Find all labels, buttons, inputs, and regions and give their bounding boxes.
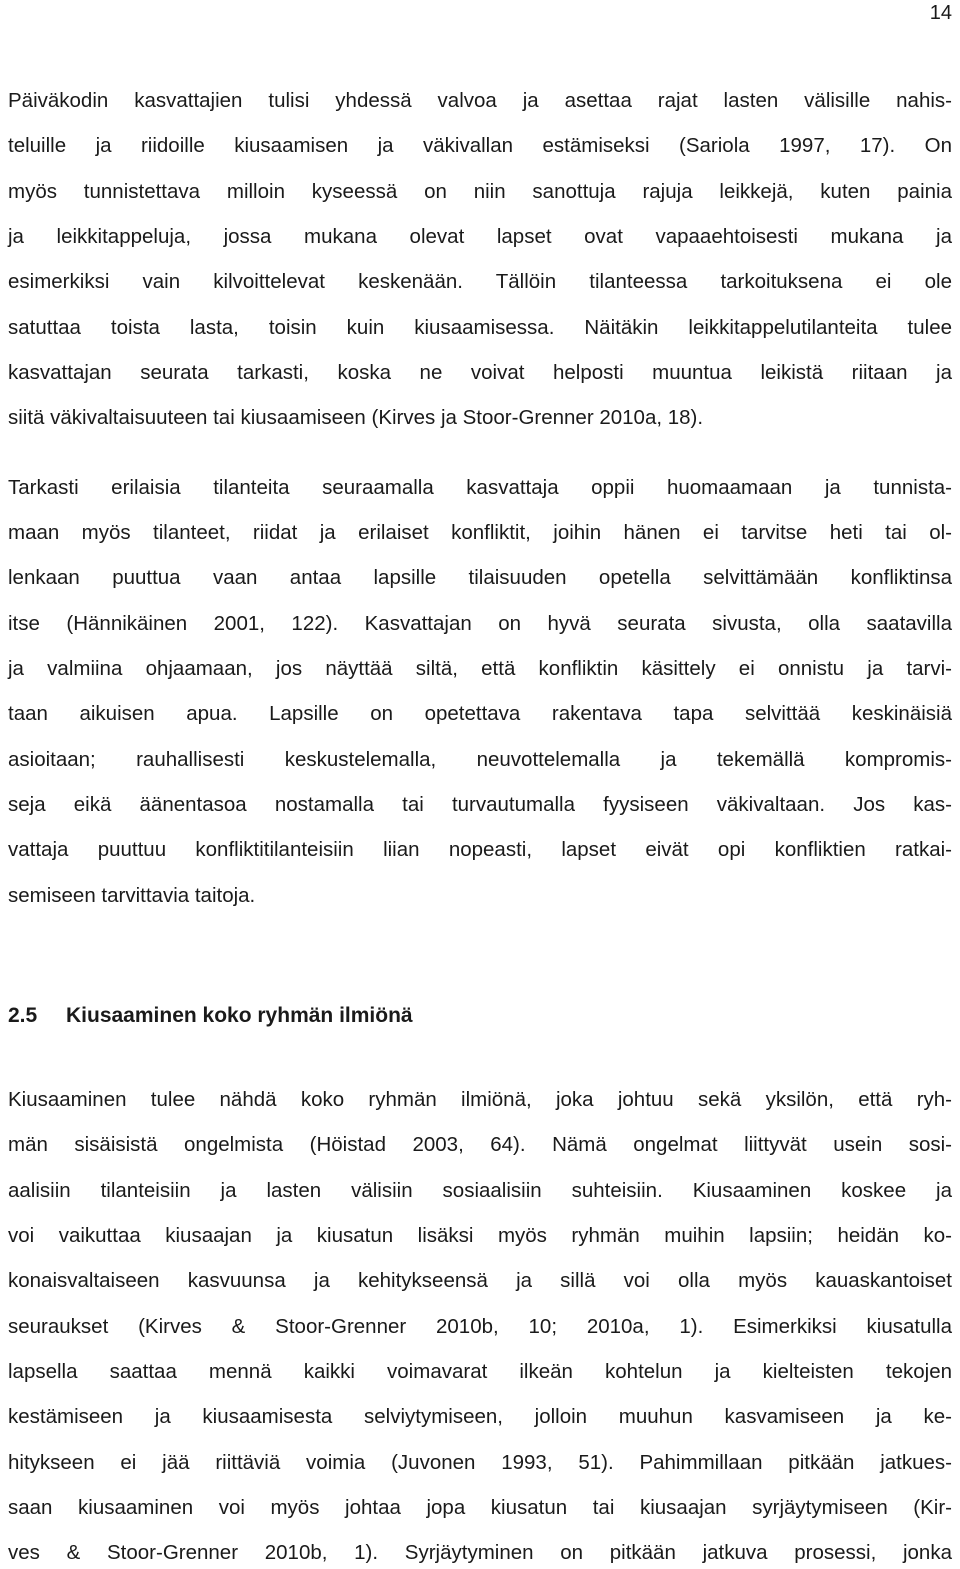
paragraph-line: kasvattajan seurata tarkasti, koska ne voivat helposti muuntua leikistä riitaan ja: [8, 361, 952, 384]
paragraph-line: Päiväkodin kasvattajien tulisi yhdessä valvoa ja asettaa rajat lasten välisille nahis-: [8, 89, 952, 112]
section-heading: [8, 1004, 413, 1028]
paragraph-line: Tarkasti erilaisia tilanteita seuraamalla kasvattaja oppii huomaamaan ja tunnista-: [8, 476, 952, 499]
paragraph-line: myös tunnistettava milloin kyseessä on niin sanottuja rajuja leikkejä, kuten painia: [8, 180, 952, 203]
page-number: 14: [929, 2, 952, 24]
section-title: Kiusaaminen koko ryhmän ilmiönä: [66, 1004, 413, 1027]
paragraph-line: hitykseen ei jää riittäviä voimia (Juvonen 1993, 51). Pahimmillaan pitkään jatkues-: [8, 1451, 952, 1474]
paragraph-line: taan aikuisen apua. Lapsille on opetettava rakentava tapa selvittää keskinäisiä: [8, 702, 952, 725]
paragraph-line: lapsella saattaa mennä kaikki voimavarat ilkeän kohtelun ja kielteisten tekojen: [8, 1360, 952, 1383]
paragraph-line: semiseen tarvittavia taitoja.: [8, 884, 256, 907]
paragraph-line: ves & Stoor-Grenner 2010b, 1). Syrjäytyminen on pitkään jatkuva prosessi, jonka: [8, 1541, 952, 1564]
paragraph-line: voi vaikuttaa kiusaajan ja kiusatun lisäksi myös ryhmän muihin lapsiin; heidän ko-: [8, 1224, 952, 1247]
paragraph-line: kestämiseen ja kiusaamisesta selviytymiseen, jolloin muuhun kasvamiseen ja ke-: [8, 1405, 952, 1428]
paragraph-line: maan myös tilanteet, riidat ja erilaiset konfliktit, joihin hänen ei tarvitse heti tai ol-: [8, 521, 952, 544]
paragraph-line: ja valmiina ohjaamaan, jos näyttää siltä, että konfliktin käsittely ei onnistu ja tarvi-: [8, 657, 952, 680]
paragraph-line: konaisvaltaiseen kasvuunsa ja kehitykseensä ja sillä voi olla myös kauaskantoiset: [8, 1269, 952, 1292]
paragraph-line: satuttaa toista lasta, toisin kuin kiusaamisessa. Näitäkin leikkitappelutilanteita tulee: [8, 316, 952, 339]
paragraph-line: lenkaan puuttua vaan antaa lapsille tilaisuuden opetella selvittämään konfliktinsa: [8, 566, 952, 589]
paragraph-line: ja leikkitappeluja, jossa mukana olevat lapset ovat vapaaehtoisesti mukana ja: [8, 225, 952, 248]
paragraph-line: esimerkiksi vain kilvoittelevat keskenään. Tällöin tilanteessa tarkoituksena ei ole: [8, 270, 952, 293]
paragraph-line: seja eikä äänentasoa nostamalla tai turvautumalla fyysiseen väkivaltaan. Jos kas-: [8, 793, 952, 816]
paragraph-line: itse (Hännikäinen 2001, 122). Kasvattajan on hyvä seurata sivusta, olla saatavilla: [8, 612, 952, 635]
paragraph-line: Kiusaaminen tulee nähdä koko ryhmän ilmiönä, joka johtuu sekä yksilön, että ryh-: [8, 1088, 952, 1111]
paragraph-line: teluille ja riidoille kiusaamisen ja väkivallan estämiseksi (Sariola 1997, 17). On: [8, 134, 952, 157]
paragraph-line: män sisäisistä ongelmista (Höistad 2003, 64). Nämä ongelmat liittyvät usein sosi-: [8, 1133, 952, 1156]
paragraph-line: seuraukset (Kirves & Stoor-Grenner 2010b, 10; 2010a, 1). Esimerkiksi kiusatulla: [8, 1315, 952, 1338]
section-number: 2.5: [8, 1004, 38, 1027]
paragraph-line: vattaja puuttuu konfliktitilanteisiin liian nopeasti, lapset eivät opi konfliktien ratkai-: [8, 838, 952, 861]
paragraph-line: saan kiusaaminen voi myös johtaa jopa kiusatun tai kiusaajan syrjäytymiseen (Kir-: [8, 1496, 952, 1519]
paragraph-line: siitä väkivaltaisuuteen tai kiusaamiseen (Kirves ja Stoor-Grenner 2010a, 18).: [8, 406, 704, 429]
paragraph-line: asioitaan; rauhallisesti keskustelemalla, neuvottelemalla ja tekemällä kompromis-: [8, 748, 952, 771]
paragraph-line: aalisiin tilanteisiin ja lasten välisiin sosiaalisiin suhteisiin. Kiusaaminen koskee ja: [8, 1179, 952, 1202]
